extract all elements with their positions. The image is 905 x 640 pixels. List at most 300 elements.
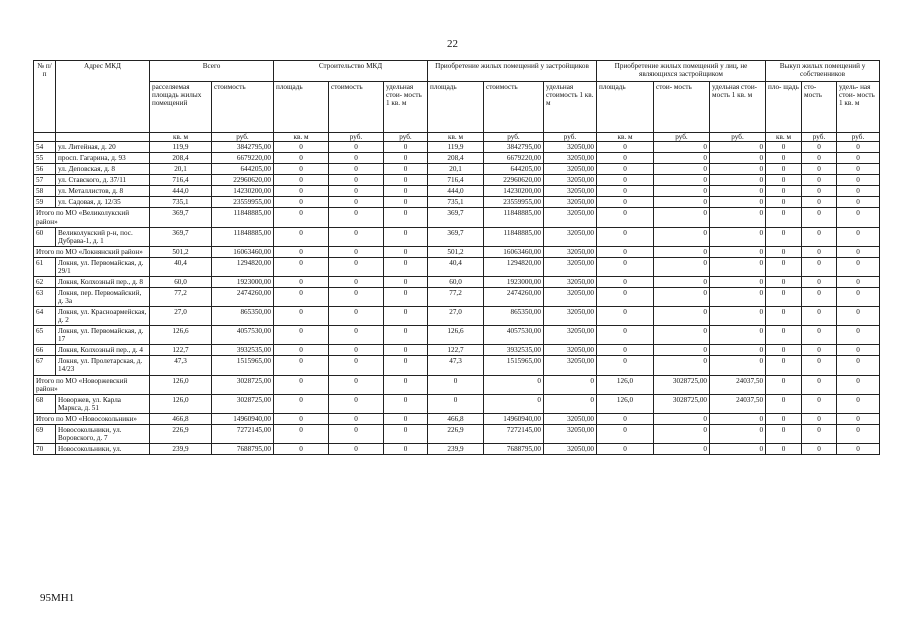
value-cell: 0 <box>384 175 428 186</box>
value-cell: 0 <box>329 164 384 175</box>
value-cell: 1294820,00 <box>484 257 544 276</box>
table-row <box>34 153 880 164</box>
value-cell: 0 <box>384 153 428 164</box>
row-address: ул. Садовая, д. 12/35 <box>56 197 150 208</box>
value-cell: 77,2 <box>150 287 212 306</box>
value-cell: 32050,00 <box>544 276 597 287</box>
value-cell: 0 <box>654 345 710 356</box>
value-cell: 0 <box>597 326 654 345</box>
table-row <box>34 394 880 413</box>
value-cell: 32050,00 <box>544 443 597 454</box>
value-cell: 20,1 <box>150 164 212 175</box>
value-cell: 4057530,00 <box>212 326 274 345</box>
value-cell: 0 <box>329 246 384 257</box>
value-cell: 32050,00 <box>544 424 597 443</box>
value-cell: 0 <box>802 208 837 227</box>
value-cell: 77,2 <box>428 287 484 306</box>
row-address: Локня, ул. Первомайская, д. 17 <box>56 326 150 345</box>
value-cell: 0 <box>802 142 837 153</box>
value-cell: 11848885,00 <box>484 227 544 246</box>
row-number: 55 <box>34 153 56 164</box>
row-address: Локня, ул. Пролетарская, д. 14/23 <box>56 356 150 375</box>
row-address: Новоржев, ул. Карла Маркса, д. 51 <box>56 394 150 413</box>
value-cell: 0 <box>802 175 837 186</box>
value-cell: 0 <box>802 424 837 443</box>
value-cell: 1515965,00 <box>484 356 544 375</box>
value-cell: 0 <box>802 326 837 345</box>
value-cell: 0 <box>597 197 654 208</box>
value-cell: 32050,00 <box>544 197 597 208</box>
value-cell: 0 <box>654 186 710 197</box>
row-address: Новосокольники, ул. Воровского, д. 7 <box>56 424 150 443</box>
value-cell: 11848885,00 <box>212 227 274 246</box>
value-cell: 3932535,00 <box>212 345 274 356</box>
value-cell: 0 <box>384 197 428 208</box>
value-cell: 0 <box>802 164 837 175</box>
value-cell: 0 <box>654 142 710 153</box>
value-cell: 0 <box>428 394 484 413</box>
value-cell: 0 <box>329 443 384 454</box>
value-cell: 0 <box>837 164 880 175</box>
value-cell: 0 <box>654 287 710 306</box>
table-row <box>34 443 880 454</box>
sub-unit-cost: удельная стои- мость 1 кв. м <box>710 82 766 133</box>
value-cell: 24037,50 <box>710 375 766 394</box>
value-cell: 0 <box>710 227 766 246</box>
value-cell: 0 <box>710 142 766 153</box>
row-number: 59 <box>34 197 56 208</box>
row-address: Локня, пер. Первомайский, д. 3а <box>56 287 150 306</box>
value-cell: 0 <box>654 413 710 424</box>
value-cell: 0 <box>384 443 428 454</box>
value-cell: 27,0 <box>428 307 484 326</box>
value-cell: 0 <box>384 276 428 287</box>
value-cell: 0 <box>544 394 597 413</box>
value-cell: 20,1 <box>428 164 484 175</box>
value-cell: 0 <box>802 307 837 326</box>
table-row <box>34 345 880 356</box>
value-cell: 208,4 <box>428 153 484 164</box>
unit-label: руб. <box>484 133 544 142</box>
value-cell: 0 <box>837 246 880 257</box>
value-cell: 11848885,00 <box>484 208 544 227</box>
value-cell: 0 <box>544 375 597 394</box>
value-cell: 0 <box>384 246 428 257</box>
subtotal-row <box>34 375 880 394</box>
unit-label: руб. <box>329 133 384 142</box>
unit-label: кв. м <box>274 133 329 142</box>
value-cell: 122,7 <box>150 345 212 356</box>
value-cell: 126,0 <box>150 394 212 413</box>
sub-cost: стоимость <box>212 82 274 133</box>
value-cell: 0 <box>274 276 329 287</box>
sub-cost: стои- мость <box>654 82 710 133</box>
value-cell: 122,7 <box>428 345 484 356</box>
value-cell: 0 <box>802 257 837 276</box>
group-from-non-developers: Приобретение жилых помещений у лиц, не являющихся застройщиком <box>597 61 766 82</box>
value-cell: 0 <box>710 208 766 227</box>
value-cell: 0 <box>329 345 384 356</box>
unit-label: руб. <box>212 133 274 142</box>
value-cell: 47,3 <box>150 356 212 375</box>
value-cell: 14230200,00 <box>484 186 544 197</box>
value-cell: 0 <box>329 197 384 208</box>
value-cell: 0 <box>597 246 654 257</box>
value-cell: 3842795,00 <box>212 142 274 153</box>
value-cell: 0 <box>802 345 837 356</box>
value-cell: 208,4 <box>150 153 212 164</box>
value-cell: 0 <box>597 227 654 246</box>
value-cell: 0 <box>766 257 802 276</box>
col-num-header: № п/п <box>34 61 56 133</box>
table-row <box>34 197 880 208</box>
value-cell: 0 <box>654 164 710 175</box>
unit-label: руб. <box>544 133 597 142</box>
unit-label: руб. <box>710 133 766 142</box>
value-cell: 126,0 <box>150 375 212 394</box>
value-cell: 7272145,00 <box>212 424 274 443</box>
value-cell: 7688795,00 <box>212 443 274 454</box>
value-cell: 0 <box>329 394 384 413</box>
value-cell: 0 <box>274 287 329 306</box>
value-cell: 3028725,00 <box>212 375 274 394</box>
value-cell: 0 <box>654 276 710 287</box>
value-cell: 32050,00 <box>544 287 597 306</box>
value-cell: 0 <box>384 413 428 424</box>
value-cell: 0 <box>329 227 384 246</box>
value-cell: 865350,00 <box>484 307 544 326</box>
table-row <box>34 175 880 186</box>
sub-cost: стоимость <box>484 82 544 133</box>
value-cell: 0 <box>384 375 428 394</box>
value-cell: 0 <box>710 276 766 287</box>
value-cell: 126,0 <box>597 394 654 413</box>
value-cell: 0 <box>384 257 428 276</box>
value-cell: 0 <box>329 375 384 394</box>
row-address: ул. Металлистов, д. 8 <box>56 186 150 197</box>
sub-cost: сто- мость <box>802 82 837 133</box>
value-cell: 716,4 <box>150 175 212 186</box>
value-cell: 40,4 <box>428 257 484 276</box>
value-cell: 0 <box>384 142 428 153</box>
value-cell: 0 <box>766 246 802 257</box>
value-cell: 16063460,00 <box>484 246 544 257</box>
value-cell: 0 <box>384 356 428 375</box>
value-cell: 3028725,00 <box>654 394 710 413</box>
value-cell: 0 <box>710 307 766 326</box>
value-cell: 0 <box>802 287 837 306</box>
value-cell: 0 <box>329 257 384 276</box>
value-cell: 0 <box>274 443 329 454</box>
value-cell: 716,4 <box>428 175 484 186</box>
value-cell: 501,2 <box>150 246 212 257</box>
value-cell: 0 <box>274 307 329 326</box>
value-cell: 6679220,00 <box>484 153 544 164</box>
value-cell: 0 <box>274 394 329 413</box>
value-cell: 7688795,00 <box>484 443 544 454</box>
value-cell: 119,9 <box>150 142 212 153</box>
value-cell: 0 <box>274 208 329 227</box>
value-cell: 0 <box>710 153 766 164</box>
value-cell: 0 <box>766 356 802 375</box>
value-cell: 0 <box>837 287 880 306</box>
units-cell <box>34 133 56 142</box>
row-address: Локня, Колхозный пер., д. 8 <box>56 276 150 287</box>
value-cell: 0 <box>597 257 654 276</box>
value-cell: 27,0 <box>150 307 212 326</box>
value-cell: 1515965,00 <box>212 356 274 375</box>
value-cell: 0 <box>597 356 654 375</box>
value-cell: 0 <box>766 186 802 197</box>
value-cell: 0 <box>766 307 802 326</box>
value-cell: 23559955,00 <box>212 197 274 208</box>
unit-label: кв. м <box>150 133 212 142</box>
value-cell: 0 <box>329 307 384 326</box>
value-cell: 0 <box>837 227 880 246</box>
units-row <box>34 133 880 142</box>
value-cell: 0 <box>802 186 837 197</box>
value-cell: 0 <box>837 345 880 356</box>
value-cell: 865350,00 <box>212 307 274 326</box>
value-cell: 0 <box>654 153 710 164</box>
value-cell: 23559955,00 <box>484 197 544 208</box>
value-cell: 0 <box>766 443 802 454</box>
unit-label: кв. м <box>766 133 802 142</box>
value-cell: 0 <box>654 197 710 208</box>
row-address: Великолукский р-н, пос. Дубрава-1, д. 1 <box>56 227 150 246</box>
value-cell: 3028725,00 <box>212 394 274 413</box>
value-cell: 0 <box>384 227 428 246</box>
value-cell: 0 <box>766 326 802 345</box>
value-cell: 2474260,00 <box>484 287 544 306</box>
value-cell: 0 <box>274 153 329 164</box>
value-cell: 0 <box>766 208 802 227</box>
value-cell: 0 <box>766 375 802 394</box>
unit-label: кв. м <box>428 133 484 142</box>
table-row <box>34 227 880 246</box>
value-cell: 126,0 <box>597 375 654 394</box>
value-cell: 0 <box>837 375 880 394</box>
value-cell: 0 <box>384 164 428 175</box>
value-cell: 444,0 <box>428 186 484 197</box>
value-cell: 0 <box>597 424 654 443</box>
sub-unit-cost: удель- ная стои- мость 1 кв. м <box>837 82 880 133</box>
value-cell: 0 <box>329 186 384 197</box>
value-cell: 0 <box>597 345 654 356</box>
table-row <box>34 257 880 276</box>
value-cell: 32050,00 <box>544 186 597 197</box>
value-cell: 4057530,00 <box>484 326 544 345</box>
value-cell: 0 <box>710 443 766 454</box>
row-address: Локня, ул. Первомайская, д. 29/1 <box>56 257 150 276</box>
value-cell: 0 <box>384 287 428 306</box>
value-cell: 644205,00 <box>484 164 544 175</box>
table-row <box>34 287 880 306</box>
value-cell: 735,1 <box>150 197 212 208</box>
value-cell: 32050,00 <box>544 307 597 326</box>
value-cell: 40,4 <box>150 257 212 276</box>
value-cell: 0 <box>274 164 329 175</box>
value-cell: 32050,00 <box>544 246 597 257</box>
value-cell: 0 <box>274 175 329 186</box>
value-cell: 0 <box>329 356 384 375</box>
value-cell: 0 <box>837 208 880 227</box>
row-number: 57 <box>34 175 56 186</box>
value-cell: 32050,00 <box>544 153 597 164</box>
value-cell: 60,0 <box>428 276 484 287</box>
table-row <box>34 307 880 326</box>
value-cell: 22960620,00 <box>212 175 274 186</box>
value-cell: 501,2 <box>428 246 484 257</box>
row-number: 60 <box>34 227 56 246</box>
value-cell: 0 <box>710 345 766 356</box>
value-cell: 0 <box>802 443 837 454</box>
value-cell: 0 <box>837 356 880 375</box>
row-address: Новосокольники, ул. <box>56 443 150 454</box>
group-from-developers: Приобретение жилых помещений у застройщиков <box>428 61 597 82</box>
value-cell: 0 <box>274 356 329 375</box>
value-cell: 0 <box>274 345 329 356</box>
table-row <box>34 164 880 175</box>
value-cell: 0 <box>384 186 428 197</box>
footer-code: 95МН1 <box>40 592 75 604</box>
value-cell: 14230200,00 <box>212 186 274 197</box>
value-cell: 0 <box>597 413 654 424</box>
value-cell: 369,7 <box>150 208 212 227</box>
value-cell: 0 <box>766 287 802 306</box>
value-cell: 369,7 <box>428 227 484 246</box>
value-cell: 22960620,00 <box>484 175 544 186</box>
value-cell: 0 <box>274 326 329 345</box>
value-cell: 0 <box>597 186 654 197</box>
sub-area: пло- щадь <box>766 82 802 133</box>
value-cell: 0 <box>766 424 802 443</box>
value-cell: 0 <box>766 175 802 186</box>
value-cell: 0 <box>710 424 766 443</box>
value-cell: 0 <box>802 197 837 208</box>
value-cell: 0 <box>274 246 329 257</box>
value-cell: 0 <box>329 208 384 227</box>
value-cell: 0 <box>654 356 710 375</box>
sub-area: площадь <box>428 82 484 133</box>
value-cell: 0 <box>597 153 654 164</box>
value-cell: 0 <box>274 257 329 276</box>
value-cell: 0 <box>766 394 802 413</box>
value-cell: 126,6 <box>150 326 212 345</box>
row-number: 66 <box>34 345 56 356</box>
value-cell: 0 <box>274 197 329 208</box>
row-number: 69 <box>34 424 56 443</box>
subtotal-label: Итого по МО «Великолукский район» <box>34 208 150 227</box>
value-cell: 0 <box>597 208 654 227</box>
value-cell: 47,3 <box>428 356 484 375</box>
value-cell: 0 <box>802 394 837 413</box>
value-cell: 24037,50 <box>710 394 766 413</box>
value-cell: 3932535,00 <box>484 345 544 356</box>
sub-unit-cost: удельная стои- мость 1 кв. м <box>384 82 428 133</box>
value-cell: 0 <box>597 443 654 454</box>
value-cell: 466,8 <box>428 413 484 424</box>
value-cell: 0 <box>654 424 710 443</box>
value-cell: 0 <box>384 307 428 326</box>
value-cell: 119,9 <box>428 142 484 153</box>
value-cell: 0 <box>654 246 710 257</box>
value-cell: 369,7 <box>428 208 484 227</box>
value-cell: 466,8 <box>150 413 212 424</box>
sub-cost: стоимость <box>329 82 384 133</box>
row-number: 70 <box>34 443 56 454</box>
value-cell: 32050,00 <box>544 142 597 153</box>
value-cell: 0 <box>597 142 654 153</box>
value-cell: 0 <box>484 394 544 413</box>
value-cell: 0 <box>802 276 837 287</box>
table-row <box>34 276 880 287</box>
value-cell: 0 <box>654 257 710 276</box>
value-cell: 0 <box>654 443 710 454</box>
value-cell: 0 <box>484 375 544 394</box>
value-cell: 0 <box>837 424 880 443</box>
value-cell: 0 <box>329 142 384 153</box>
group-construction: Строительство МКД <box>274 61 428 82</box>
table-row <box>34 424 880 443</box>
value-cell: 239,9 <box>428 443 484 454</box>
value-cell: 0 <box>710 246 766 257</box>
table-row <box>34 186 880 197</box>
row-number: 56 <box>34 164 56 175</box>
value-cell: 0 <box>654 227 710 246</box>
value-cell: 0 <box>710 326 766 345</box>
value-cell: 0 <box>384 208 428 227</box>
value-cell: 0 <box>766 153 802 164</box>
value-cell: 14960940,00 <box>484 413 544 424</box>
value-cell: 0 <box>274 413 329 424</box>
value-cell: 644205,00 <box>212 164 274 175</box>
sub-unit-cost: удельная стоимость 1 кв. м <box>544 82 597 133</box>
value-cell: 444,0 <box>150 186 212 197</box>
unit-label: руб. <box>384 133 428 142</box>
value-cell: 0 <box>837 276 880 287</box>
value-cell: 32050,00 <box>544 413 597 424</box>
value-cell: 32050,00 <box>544 326 597 345</box>
value-cell: 0 <box>428 375 484 394</box>
value-cell: 32050,00 <box>544 345 597 356</box>
sub-area: площадь <box>274 82 329 133</box>
units-cell <box>56 133 150 142</box>
value-cell: 1294820,00 <box>212 257 274 276</box>
value-cell: 0 <box>329 424 384 443</box>
row-number: 58 <box>34 186 56 197</box>
value-cell: 0 <box>766 164 802 175</box>
value-cell: 0 <box>766 227 802 246</box>
value-cell: 6679220,00 <box>212 153 274 164</box>
subtotal-label: Итого по МО «Новоржевский район» <box>34 375 150 394</box>
value-cell: 0 <box>837 326 880 345</box>
value-cell: 11848885,00 <box>212 208 274 227</box>
value-cell: 369,7 <box>150 227 212 246</box>
row-address: ул. Литейная, д. 20 <box>56 142 150 153</box>
value-cell: 0 <box>766 142 802 153</box>
row-address: ул. Деповская, д. 8 <box>56 164 150 175</box>
value-cell: 0 <box>710 287 766 306</box>
value-cell: 226,9 <box>428 424 484 443</box>
value-cell: 0 <box>654 175 710 186</box>
value-cell: 0 <box>274 227 329 246</box>
value-cell: 0 <box>766 197 802 208</box>
value-cell: 32050,00 <box>544 175 597 186</box>
table-row <box>34 356 880 375</box>
value-cell: 0 <box>274 375 329 394</box>
row-address: просп. Гагарина, д. 93 <box>56 153 150 164</box>
